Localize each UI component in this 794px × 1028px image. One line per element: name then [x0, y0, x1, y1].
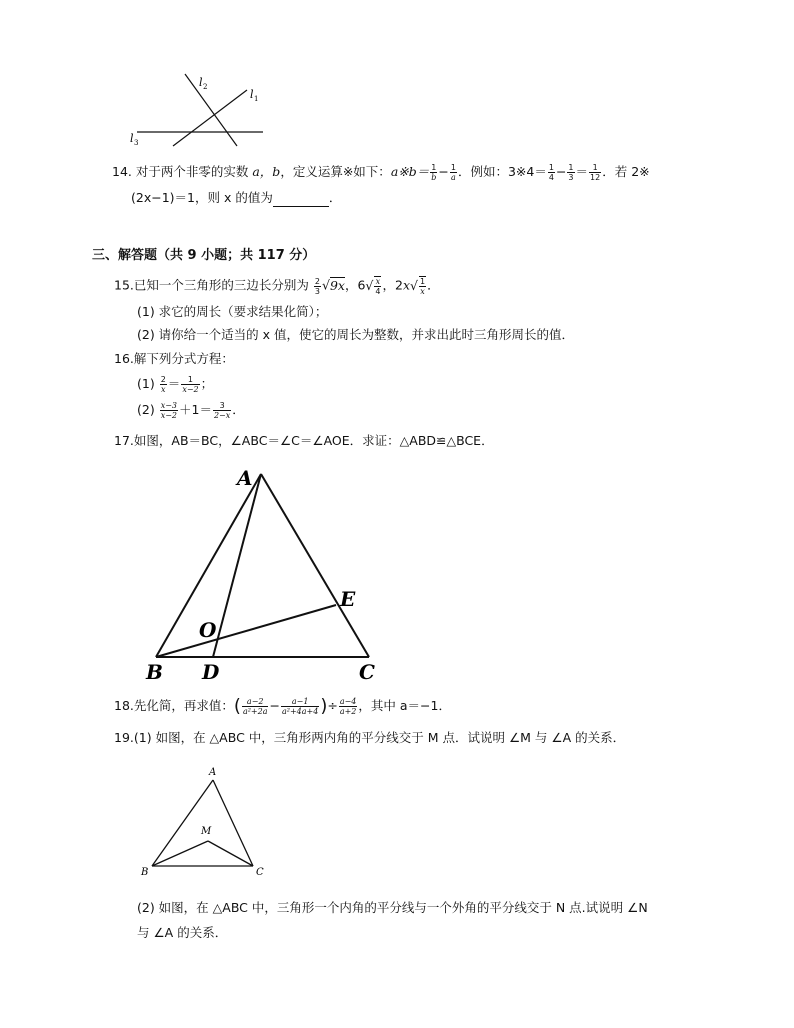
label-C: C [359, 660, 375, 684]
question-14: 14. 对于两个非零的实数 a，b，定义运算※如下：a※b＝ $\frac{1}{b}$ − $\frac{1}{a}$ ．例如：3※4＝ $\frac{1}{4}$ − $\frac{1}{3}$ ＝ $\frac{1}{12}$ ．若 2※ [112, 163, 650, 182]
label-B: B [146, 660, 163, 684]
label-C-19: C [256, 867, 264, 878]
q16-part1: (1) $\frac{2}{x}$ ＝ $\frac{1}{x-2}$ ； [137, 375, 214, 394]
q14-def: a※b＝ [390, 164, 430, 179]
q15-part2: (2) 请你给一个适当的 x 值，使它的周长为整数，并求出此时三角形周长的值． [137, 327, 575, 342]
q15-sqrt-x4: √ $\frac{x}{4}$ [365, 277, 381, 296]
q16-part2-label: (2) [137, 402, 155, 417]
segment-ac [261, 474, 369, 657]
q18-frac-1: $\frac{a-2}{\text{a²+2a}}$ [242, 697, 268, 716]
label-O: O [199, 618, 217, 642]
q14-frac-112: $\frac{1}{12}$ [590, 163, 601, 182]
q17-text: 如图，AB＝BC，∠ABC＝∠C＝∠AOE．求证：△ABD≌△BCE． [133, 433, 494, 448]
q18-number: 18. [114, 698, 134, 713]
question-15: 15.已知一个三角形的三边长分别为 $\frac{2}{3}$ √9x，6√ $\frac{x}{4}$ ，2x√ $\frac{1}{x}$ ． [114, 276, 440, 296]
q14-answer-blank[interactable] [273, 193, 329, 207]
q17-number: 17. [114, 433, 134, 448]
q14-if: ．若 2※ [602, 164, 650, 179]
label-D: D [202, 660, 220, 684]
q14-frac-13: $\frac{1}{3}$ [568, 163, 574, 182]
label-B-19: B [141, 867, 149, 878]
q16-text: 解下列分式方程： [133, 351, 234, 366]
q19-part2-line2: 与 ∠A 的关系． [137, 925, 228, 940]
question-19 [114, 729, 625, 747]
segment-cm [208, 841, 253, 866]
q14-example: ．例如：3※4＝ [457, 164, 547, 179]
question-18: 18.先化简，再求值：( $\frac{a-2}{\text{a²+2a}}$ − $\frac{a-1}{\text{a²+4a+4}}$ )÷ $\frac{a-4}{a+2}$ ，其中 a＝−1． [114, 695, 451, 717]
q16-frac-x3x2: $\frac{x-3}{x-2}$ [160, 401, 178, 420]
label-M: M [201, 826, 212, 837]
q15-frac-23: $\frac{2}{3}$ [314, 276, 320, 296]
q16-frac-1x2: $\frac{1}{x-2}$ [182, 375, 199, 394]
line-l1 [173, 90, 247, 146]
q18-text-a: 先化简，再求值： [133, 698, 234, 713]
q14-end: ． [328, 190, 342, 205]
q16-number: 16. [114, 351, 134, 366]
triangle-abc-figure [140, 460, 390, 685]
q15-part1: (1) 求它的周长（要求结果化简）； [137, 304, 328, 319]
segment-be [156, 605, 336, 657]
q14-frac-1b: $\frac{1}{b}$ [431, 163, 437, 182]
q16-part2: (2) $\frac{x-3}{x-2}$ ＋1＝ $\frac{3}{2-x}$ ． [137, 401, 245, 420]
q14-ab: a，b [252, 164, 281, 179]
q19-number: 19. [114, 730, 134, 745]
label-E: E [340, 587, 356, 611]
segment-ac-19 [213, 780, 253, 866]
question-14-line2 [131, 189, 341, 207]
line-l2 [185, 74, 237, 146]
triangle-abc-m-figure [135, 760, 275, 885]
label-l1-sub: 1 [254, 95, 259, 103]
label-A-19: A [209, 767, 217, 778]
q14-eq: ＝ [575, 164, 589, 179]
q16-part1-label: (1) [137, 376, 155, 391]
q15-text: 已知一个三角形的三边长分别为 [133, 277, 309, 293]
q18-frac-3: $\frac{a-4}{a+2}$ [339, 697, 357, 716]
q15-sqrt-9x: √9x [321, 277, 345, 293]
question-17 [114, 432, 494, 450]
section-3-title: 三、解答题（共 9 小题；共 117 分） [92, 248, 316, 263]
segment-ab-19 [152, 780, 213, 866]
q14-text-a: 对于两个非零的实数 [135, 164, 253, 179]
label-l2: l [199, 76, 203, 89]
q15-number: 15. [114, 277, 134, 293]
q15-sqrt-1x: √ $\frac{1}{x}$ [410, 277, 426, 296]
label-l2-sub: 2 [203, 83, 208, 91]
label-l1: l [250, 88, 254, 101]
label-A: A [237, 466, 253, 490]
label-l3-sub: 3 [134, 139, 139, 147]
q16-frac-2x: $\frac{2}{x}$ [160, 375, 166, 394]
q14-number: 14. [112, 164, 132, 179]
q18-text-b: ，其中 a＝−1． [358, 698, 451, 713]
q19-part2-line1: (2) 如图，在 △ABC 中，三角形一个内角的平分线与一个外角的平分线交于 N 点.试说明 ∠N [137, 900, 648, 915]
q14-line2: (2x−1)＝1，则 x 的值为 [131, 190, 273, 205]
label-l3: l [130, 132, 134, 145]
q19-part1: (1) 如图，在 △ABC 中，三角形两内角的平分线交于 M 点．试说明 ∠M 与 ∠A 的关系． [133, 730, 626, 745]
lines-figure [125, 70, 275, 150]
q16-frac-32x: $\frac{3}{2-x}$ [213, 401, 231, 420]
question-16 [114, 350, 234, 368]
q14-frac-14: $\frac{1}{4}$ [548, 163, 554, 182]
q14-frac-1a: $\frac{1}{a}$ [450, 163, 456, 182]
q14-text-b: ，定义运算※如下： [280, 164, 391, 179]
q18-frac-2: $\frac{a-1}{\text{a²+4a+4}}$ [281, 697, 319, 716]
